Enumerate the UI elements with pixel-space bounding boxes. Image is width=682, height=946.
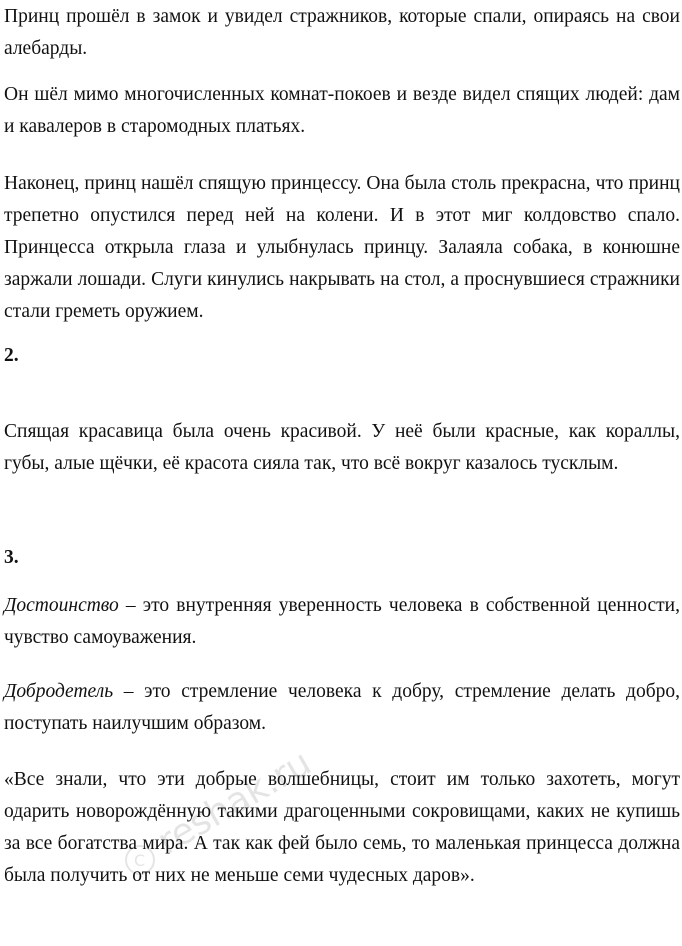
paragraph-sleeping-people: Он шёл мимо многочисленных комнат-покоев и везде видел спящих людей: дам и кавалеров в старомодных платьях.	[4, 84, 680, 137]
paragraph-castle-guards: Принц прошёл в замок и увидел стражников, которые спали, опираясь на свои алебарды.	[4, 6, 680, 59]
definition-dobrodetel	[4, 676, 680, 740]
section-number-2: 2.	[4, 345, 19, 366]
svg-text:C: C	[134, 851, 146, 870]
term-dostoinstvo: Достоинство	[4, 595, 119, 616]
term-dobrodetel: Добродетель	[4, 681, 114, 702]
paragraph-princess-awakens: Наконец, принц нашёл спящую принцессу. Она была столь прекрасна, что принц трепетно опустился перед ней на колени. И в этот миг колдовство спало. Принцесса открыла глаза и улыбнулась принцу. Залаяла собака, в конюшне заржали лошади. Слуги кинулись накрывать на стол, а проснувшиеся стражники стали греметь оружием.	[4, 173, 680, 322]
svg-text:reshak.ru: reshak.ru	[150, 742, 319, 863]
quote-fairy-gifts: «Все знали, что эти добрые волшебницы, стоит им только захотеть, могут одарить новорождённую такими драгоценными сокровищами, каких не купишь за все богатства мира. А так как фей было семь, то маленькая принцесса должна была получить от них не меньше семи чудесных даров».	[4, 769, 680, 886]
definition-dostoinstvo	[4, 590, 680, 654]
section-number-3: 3.	[4, 547, 19, 568]
definition-text-dostoinstvo: – это внутренняя уверенность человека в собственной ценности, чувство самоуважения.	[4, 595, 680, 648]
paragraph-beauty-description: Спящая красавица была очень красивой. У неё были красные, как кораллы, губы, алые щёчки, её красота сияла так, что всё вокруг казалось тусклым.	[4, 421, 680, 474]
definition-text-dobrodetel: – это стремление человека к добру, стремление делать добро, поступать наилучшим образом.	[4, 681, 680, 734]
